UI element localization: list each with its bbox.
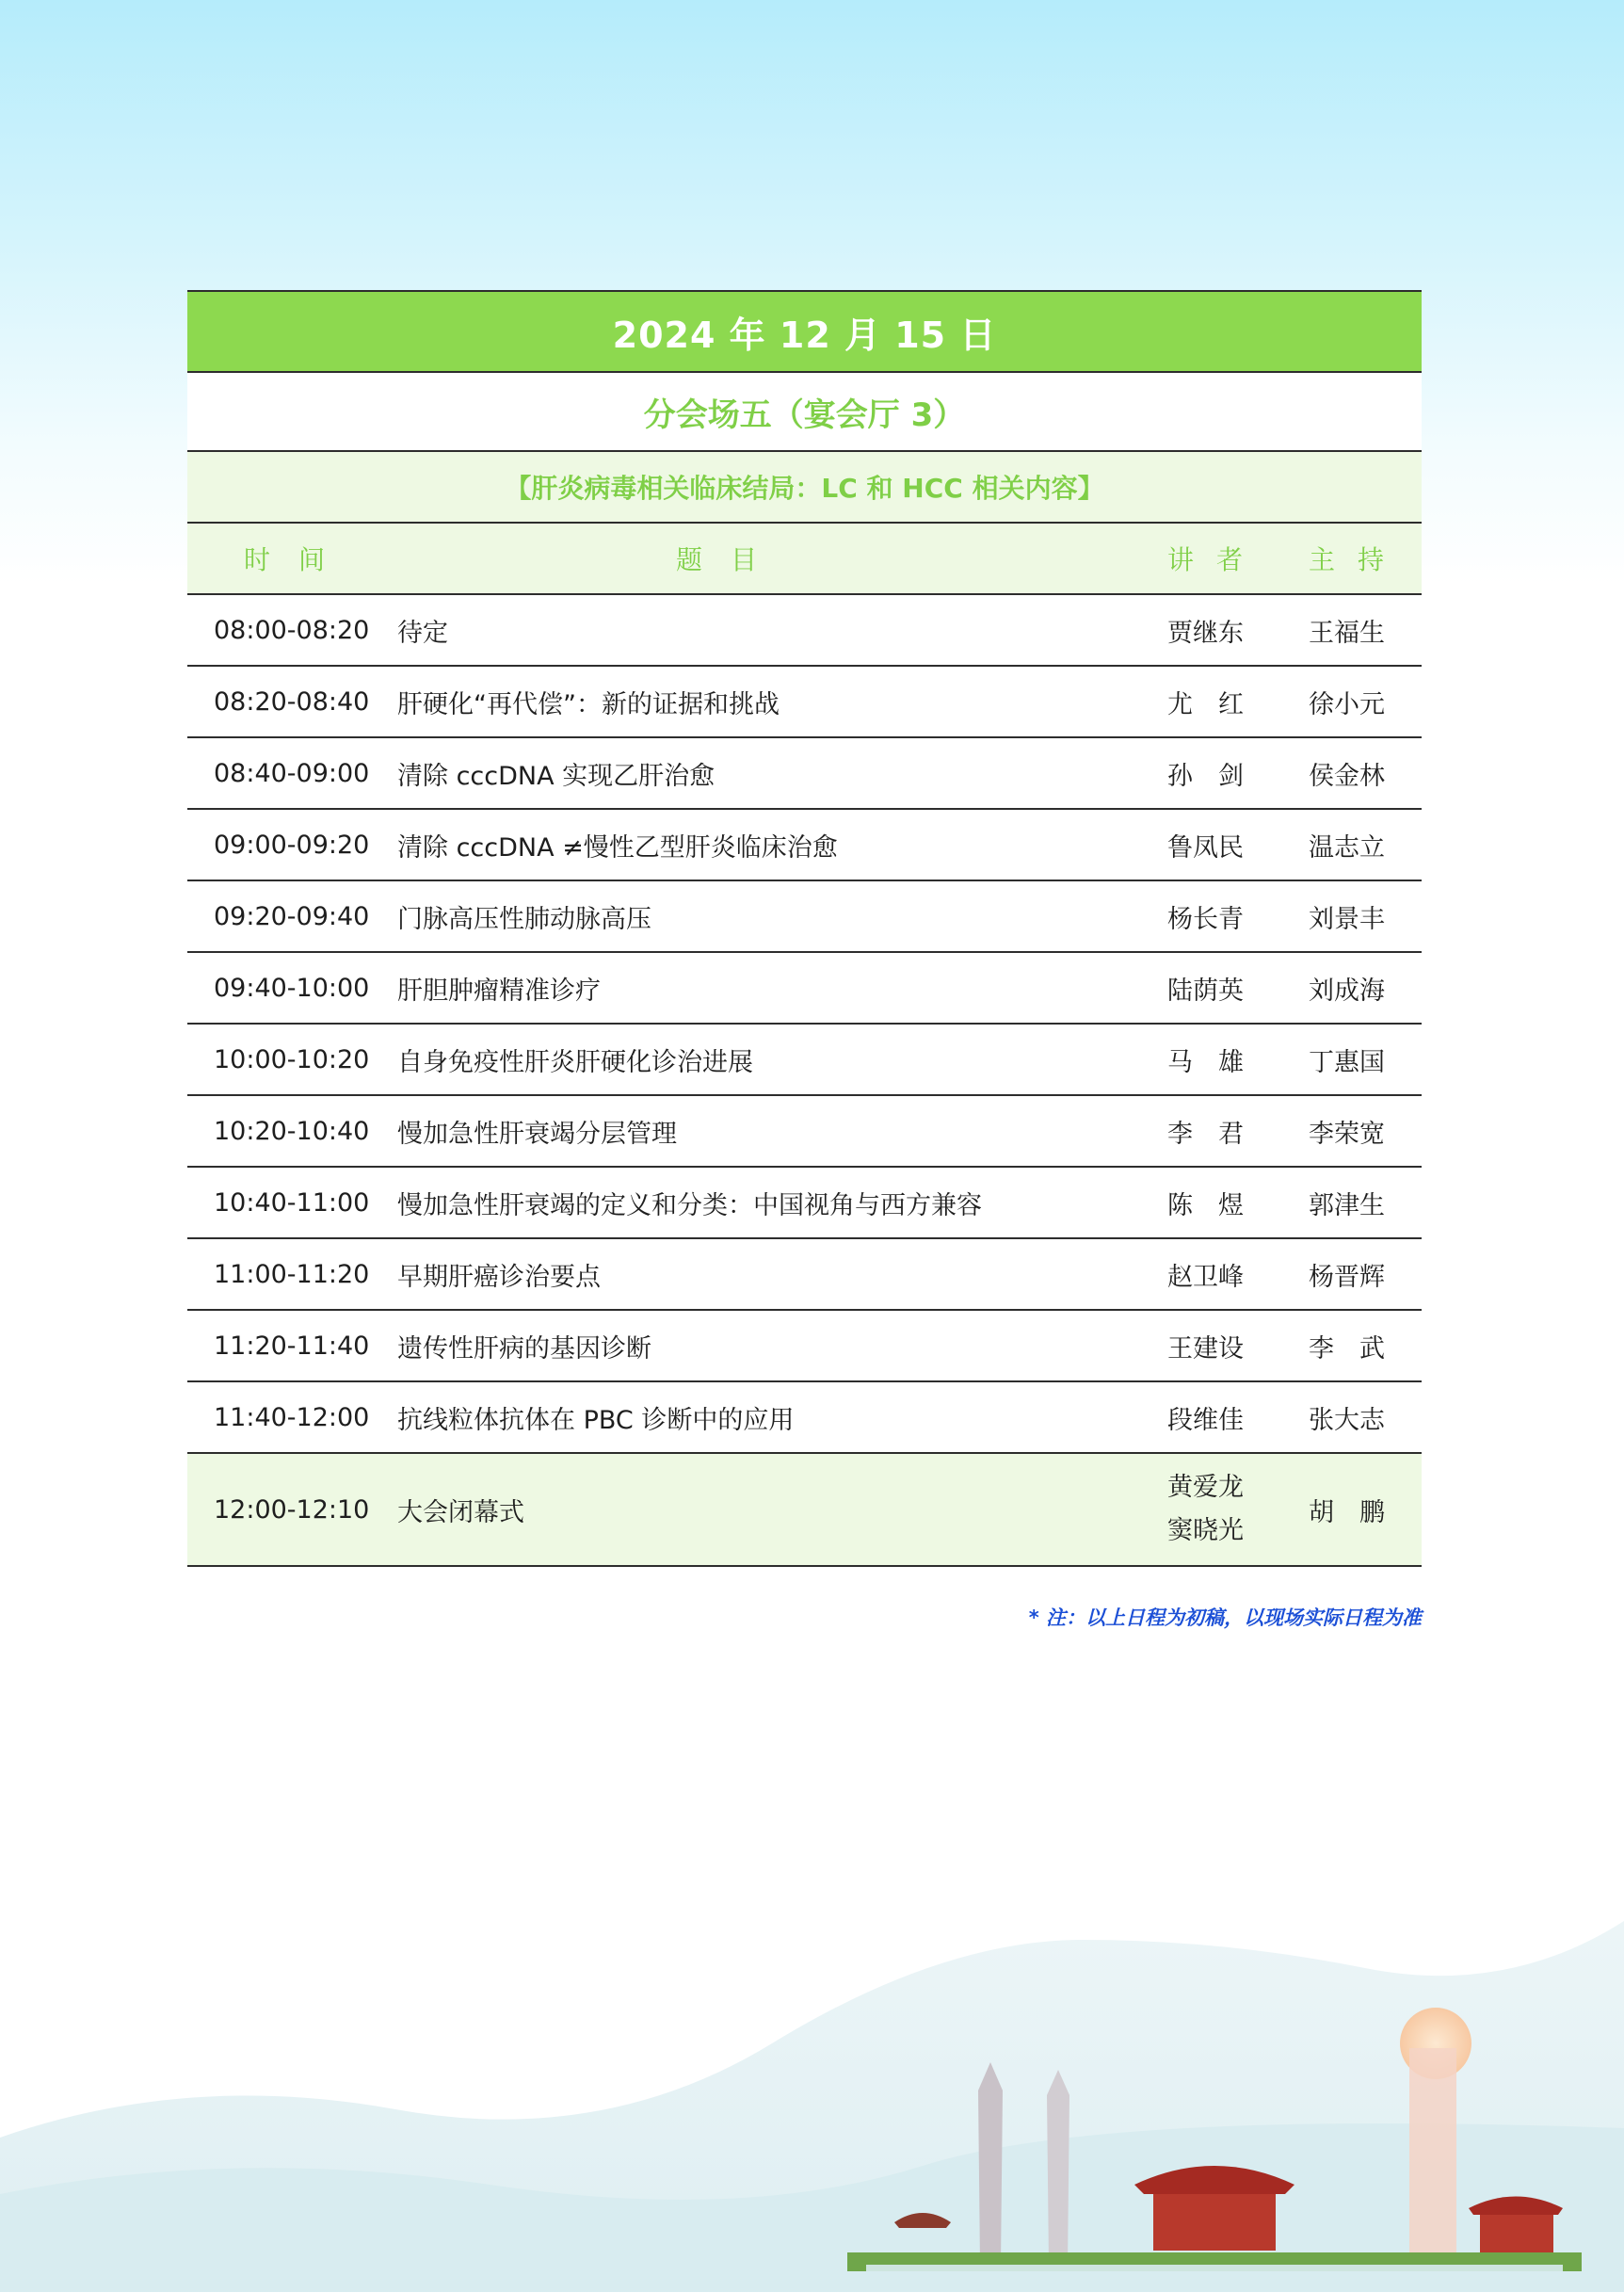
row-speaker: 窦晓光 (1167, 1516, 1244, 1545)
row-host: 侯金林 (1309, 761, 1385, 791)
session-topic: 【肝炎病毒相关临床结局：LC 和 HCC 相关内容】 (187, 452, 1422, 524)
table-row (187, 1025, 1422, 1096)
table-row (187, 667, 1422, 738)
row-time: 11:40-12:00 (214, 1402, 370, 1432)
header-time: 时间 (244, 544, 354, 575)
table-row (187, 738, 1422, 810)
row-time: 09:00-09:20 (214, 830, 370, 860)
row-speaker: 贾继东 (1167, 618, 1244, 648)
row-speaker: 马 雄 (1167, 1047, 1244, 1077)
row-time: 10:00-10:20 (214, 1044, 370, 1074)
table-row (187, 1311, 1422, 1382)
row-speaker: 孙 剑 (1167, 761, 1244, 791)
row-speaker: 陆荫英 (1167, 976, 1244, 1006)
row-title: 门脉高压性肺动脉高压 (397, 904, 651, 934)
row-host: 徐小元 (1309, 689, 1385, 719)
row-host: 刘景丰 (1309, 904, 1385, 934)
table-row (187, 810, 1422, 881)
table-row (187, 881, 1422, 953)
row-title: 肝胆肿瘤精准诊疗 (397, 976, 601, 1006)
row-time: 10:20-10:40 (214, 1116, 370, 1146)
row-host: 郭津生 (1309, 1190, 1385, 1220)
row-speaker: 黄爱龙 (1167, 1473, 1244, 1502)
row-time: 08:20-08:40 (214, 686, 370, 717)
row-speaker: 段维佳 (1167, 1405, 1244, 1435)
row-speaker: 杨长青 (1167, 904, 1244, 934)
row-host: 丁惠国 (1309, 1047, 1385, 1077)
row-time: 08:00-08:20 (214, 615, 370, 645)
row-speaker: 鲁凤民 (1167, 832, 1244, 863)
date-header: 2024 年 12 月 15 日 (187, 290, 1422, 373)
row-title: 早期肝癌诊治要点 (397, 1262, 601, 1292)
header-host: 主持 (1309, 544, 1407, 575)
row-host: 王福生 (1309, 618, 1385, 648)
header-speaker: 讲者 (1167, 544, 1266, 575)
row-host: 张大志 (1309, 1405, 1385, 1435)
disclaimer-note: * 注：以上日程为初稿，以现场实际日程为准 (1028, 1606, 1422, 1629)
closing-ceremony-row (187, 1454, 1422, 1567)
row-time: 11:20-11:40 (214, 1331, 370, 1361)
row-host: 刘成海 (1309, 976, 1385, 1006)
row-time: 09:40-10:00 (214, 973, 370, 1003)
row-host: 温志立 (1309, 832, 1385, 863)
table-row (187, 1239, 1422, 1311)
venue-title: 分会场五（宴会厅 3） (187, 373, 1422, 452)
row-speaker: 王建设 (1167, 1333, 1244, 1364)
row-time: 10:40-11:00 (214, 1187, 370, 1218)
row-time: 09:20-09:40 (214, 901, 370, 931)
row-time: 11:00-11:20 (214, 1259, 370, 1289)
row-title: 抗线粒体抗体在 PBC 诊断中的应用 (397, 1405, 795, 1435)
row-speaker: 尤 红 (1167, 689, 1244, 719)
table-row (187, 1168, 1422, 1239)
row-title: 遗传性肝病的基因诊断 (397, 1333, 651, 1364)
landscape-illustration (0, 1883, 1624, 2292)
row-title: 清除 cccDNA ≠慢性乙型肝炎临床治愈 (397, 832, 838, 863)
row-speakers (1167, 1466, 1309, 1553)
row-title: 慢加急性肝衰竭分层管理 (397, 1119, 677, 1149)
row-title: 慢加急性肝衰竭的定义和分类：中国视角与西方兼容 (397, 1190, 982, 1220)
table-row (187, 1096, 1422, 1168)
row-time: 08:40-09:00 (214, 758, 370, 788)
schedule-table (187, 290, 1422, 1567)
row-host: 李 武 (1309, 1333, 1385, 1364)
row-title: 清除 cccDNA 实现乙肝治愈 (397, 761, 716, 791)
row-host: 胡 鹏 (1309, 1497, 1385, 1527)
row-speaker: 赵卫峰 (1167, 1262, 1244, 1292)
row-host: 李荣宽 (1309, 1119, 1385, 1149)
row-title: 肝硬化“再代偿”：新的证据和挑战 (397, 689, 780, 719)
row-title: 待定 (397, 618, 448, 648)
table-row (187, 953, 1422, 1025)
header-title: 题目 (675, 544, 785, 575)
row-title: 自身免疫性肝炎肝硬化诊治进展 (397, 1047, 753, 1077)
row-speaker: 李 君 (1167, 1119, 1244, 1149)
table-row (187, 595, 1422, 667)
table-row (187, 1382, 1422, 1454)
row-speaker: 陈 煜 (1167, 1190, 1244, 1220)
row-host: 杨晋辉 (1309, 1262, 1385, 1292)
row-time: 12:00-12:10 (214, 1494, 370, 1525)
row-title: 大会闭幕式 (397, 1497, 524, 1527)
column-headers (187, 524, 1422, 595)
